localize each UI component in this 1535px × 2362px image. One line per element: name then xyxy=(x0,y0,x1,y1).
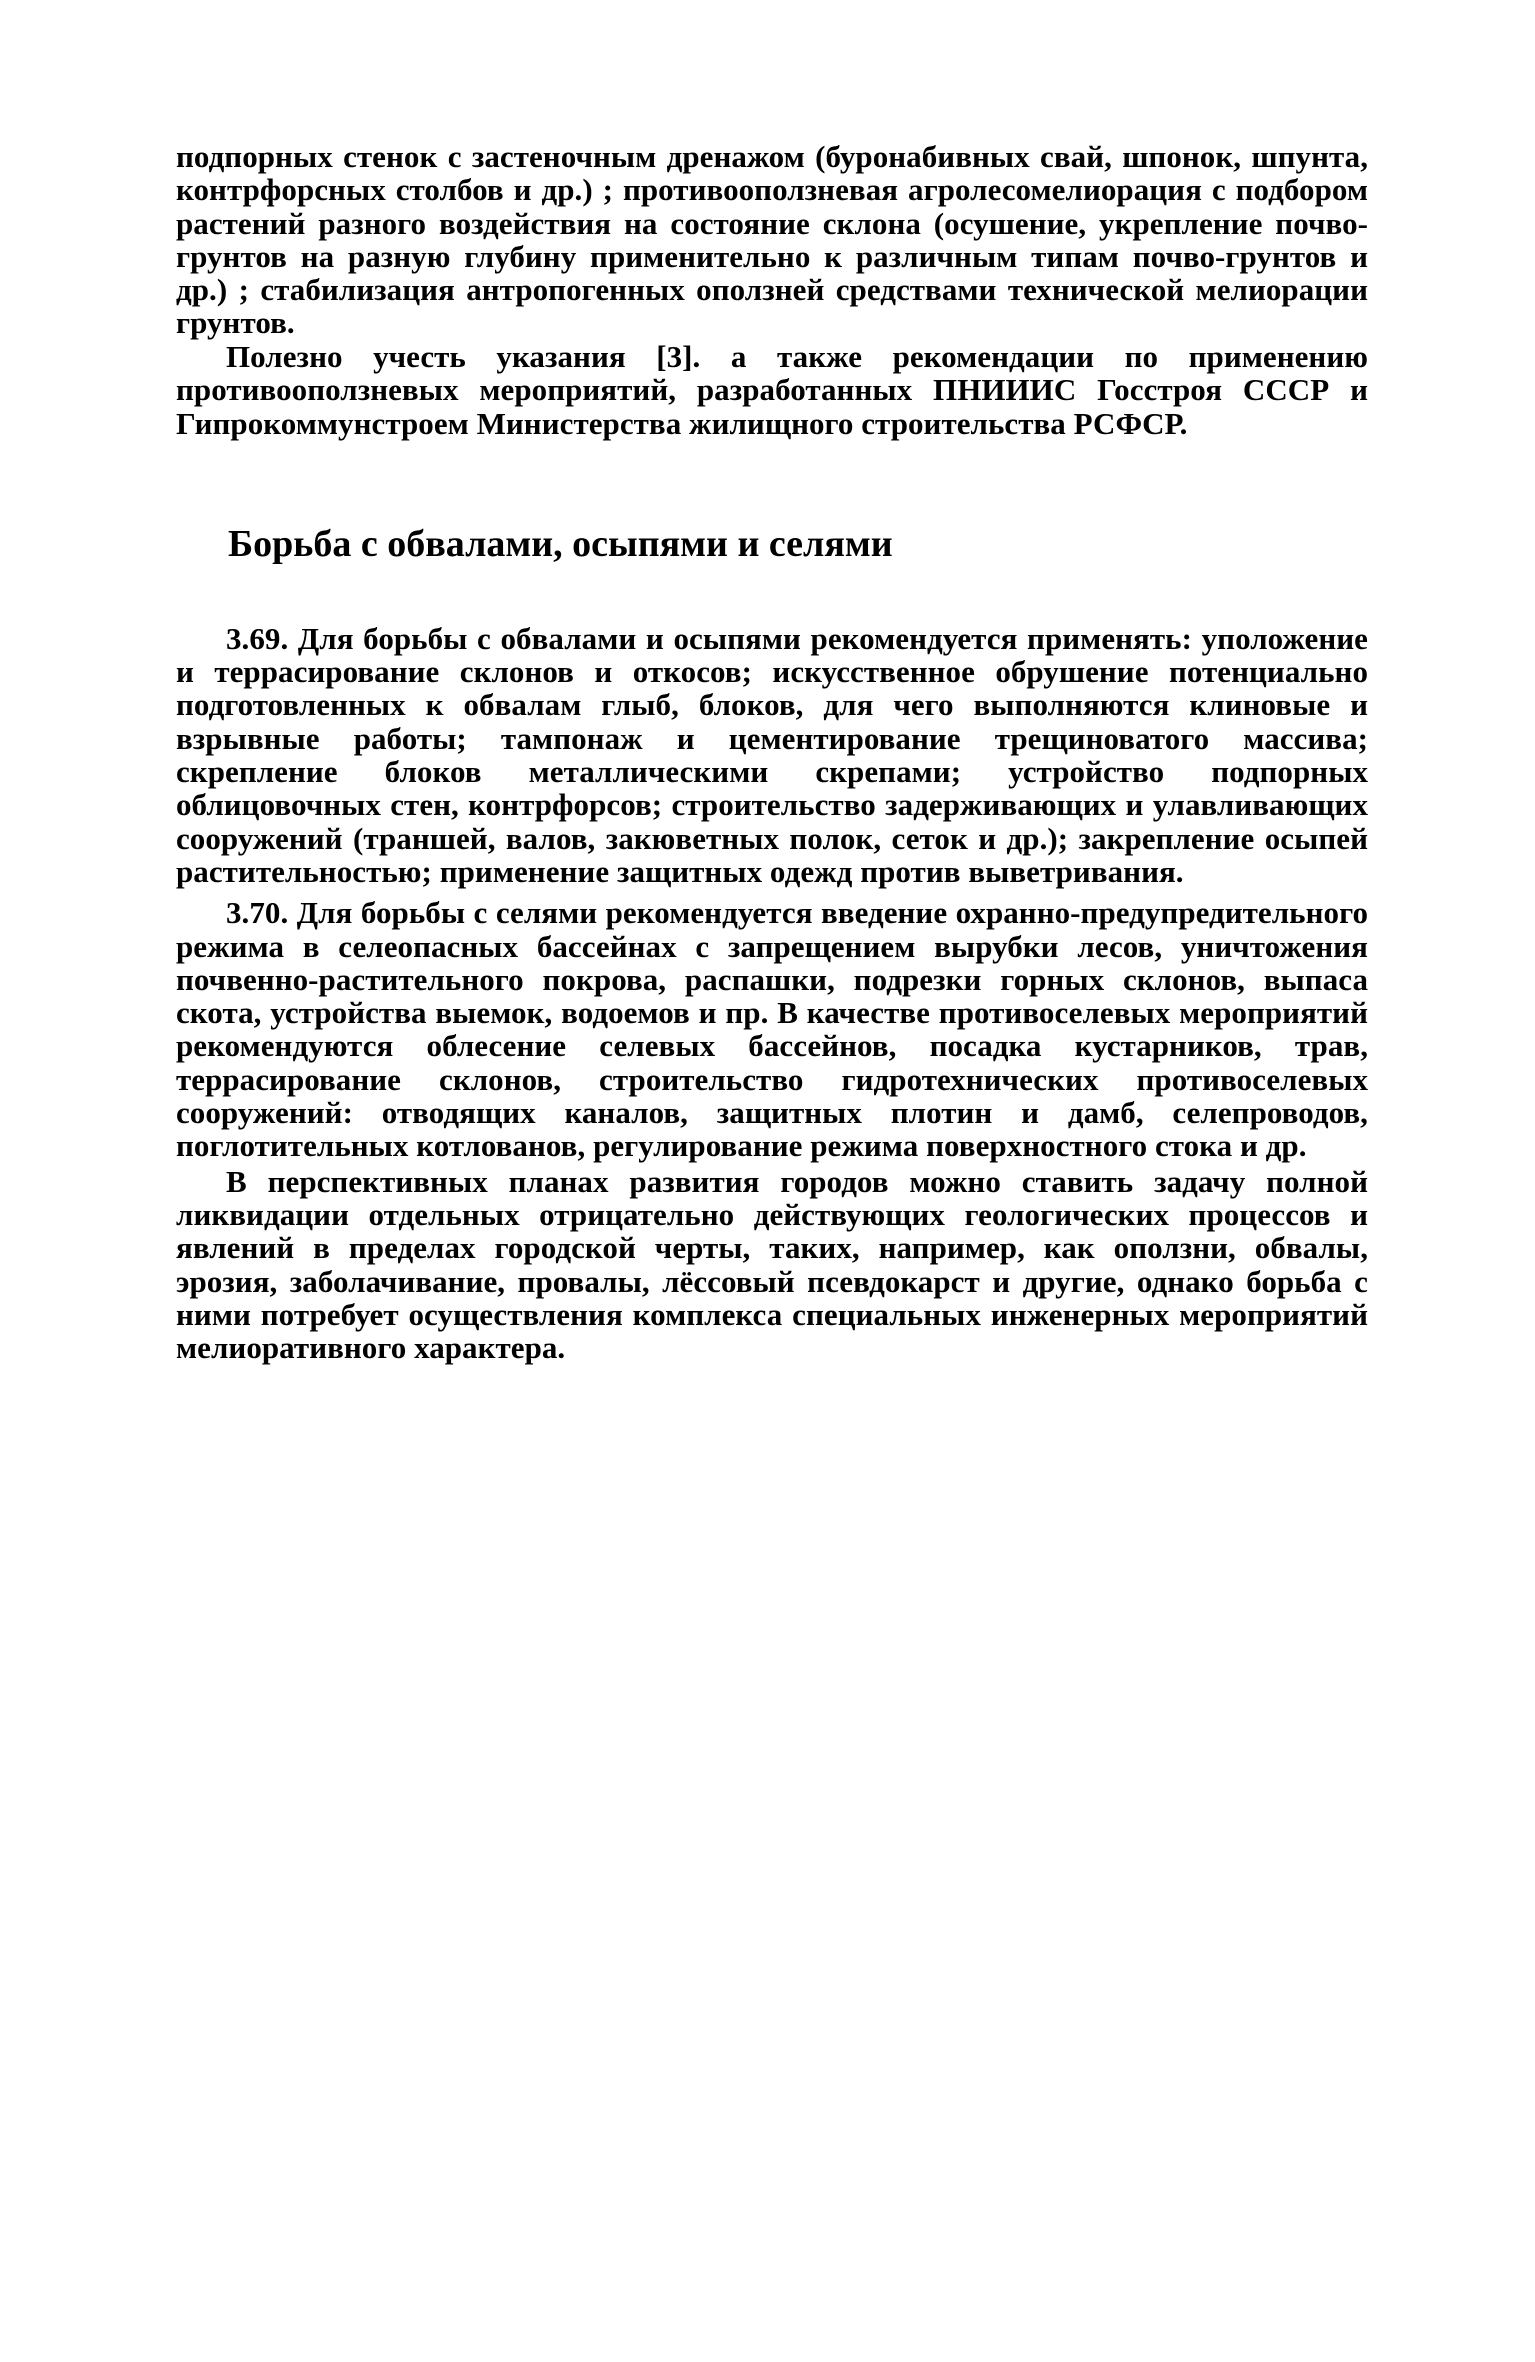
paragraph-references: Полезно учесть указания [3]. а также рекомендации по применению противооползневых мероприятий, разработанных ПНИИИС Госстроя СССР и Гипрокоммунстроем Министерства жилищного строительства РСФСР. xyxy=(176,339,1368,441)
paragraph-perspective: В перспективных планах развития городов можно ставить задачу полной ликвидации отдельных отрицательно действующих геологических процессов и явлений в пределах городской черты, таких, например, как оползни, обвалы, эрозия, заболачивание, провалы, лёссовый псевдокарст и другие, однако борьба с ними потребует осуществления комплекса специальных инженерных мероприятий мелиоративного характера. xyxy=(176,1163,1368,1366)
paragraph-3-70: 3.70. Для борьбы с селями рекомендуется введение охранно-предупредительного режима в селеопасных бассейнах с запрещением вырубки лесов, уничтожения почвенно-растительного покрова, распашки, подрезки горных склонов, выпаса скота, устройства выемок, водоемов и пр. В качестве противоселевых мероприятий рекомендуются облесение селевых бассейнов, посадка кустарников, трав, террасирование склонов, строительство гидротехнических противоселевых сооружений: отводящих каналов, защитных плотин и дамб, селепроводов, поглотительных котлованов, регулирование режима поверхностного стока и др. xyxy=(176,895,1368,1164)
section-heading: Борьба с обвалами, осыпями и селями xyxy=(228,522,893,565)
paragraph-3-69: 3.69. Для борьбы с обвалами и осыпями рекомендуется применять: уположение и террасирование склонов и откосов; искусственное обрушение потенциально подготовленных к обвалам глыб, блоков, для чего выполняются клиновые и взрывные работы; тампонаж и цементирование трещиноватого массива; скрепление блоков металлическими скрепами; устройство подпорных облицовочных стен, контрфорсов; строительство задерживающих и улавливающих сооружений (траншей, валов, закюветных полок, сеток и др.); закрепление осыпей растительностью; применение защитных одежд против выветривания. xyxy=(176,620,1368,889)
document-page xyxy=(176,140,1368,1364)
paragraph-continuation: подпорных стенок с застеночным дренажом (буронабивных свай, шпонок, шпунта, контрфорсных столбов и др.) ; противооползневая агролесомелиорация с подбором растений разного воздействия на состояние склона (осушение, укрепление почво-грунтов на разную глубину применительно к различным типам почво-грунтов и др.) ; стабилизация антропогенных оползней средствами технической мелиорации грунтов. xyxy=(176,139,1368,341)
